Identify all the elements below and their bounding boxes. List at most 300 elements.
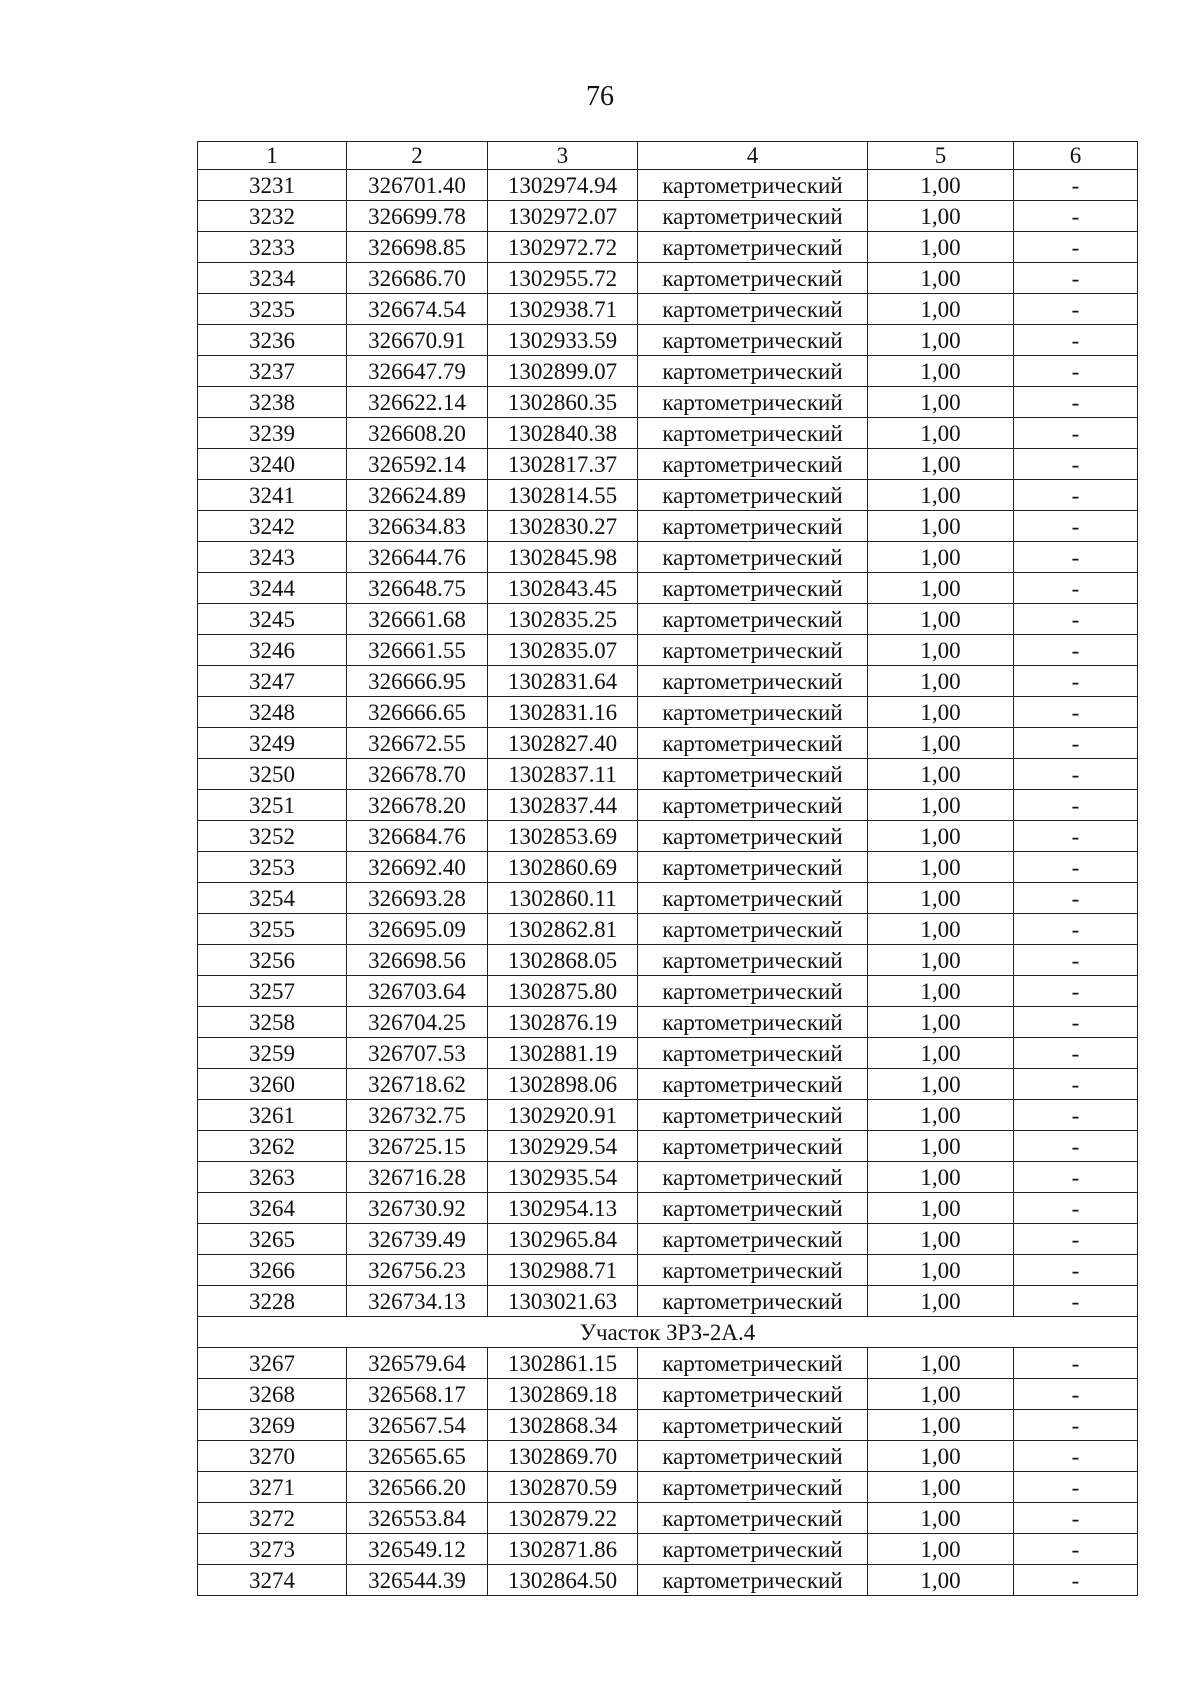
accuracy-cell: 1,00 <box>868 728 1014 759</box>
accuracy-cell: 1,00 <box>868 1038 1014 1069</box>
table-row <box>198 976 1138 1007</box>
method-cell: картометрический <box>638 511 868 542</box>
point-number-cell: 3228 <box>198 1286 347 1317</box>
accuracy-cell: 1,00 <box>868 1472 1014 1503</box>
method-cell: картометрический <box>638 1410 868 1441</box>
note-cell: - <box>1014 232 1138 263</box>
accuracy-cell: 1,00 <box>868 697 1014 728</box>
y-coordinate-cell: 1302869.18 <box>488 1379 638 1410</box>
note-cell: - <box>1014 1348 1138 1379</box>
page-number: 76 <box>586 81 614 112</box>
point-number-cell: 3272 <box>198 1503 347 1534</box>
accuracy-cell: 1,00 <box>868 1534 1014 1565</box>
x-coordinate-cell: 326661.55 <box>347 635 488 666</box>
accuracy-cell: 1,00 <box>868 1565 1014 1596</box>
note-cell: - <box>1014 1069 1138 1100</box>
table-row <box>198 666 1138 697</box>
y-coordinate-cell: 1302831.64 <box>488 666 638 697</box>
x-coordinate-cell: 326693.28 <box>347 883 488 914</box>
y-coordinate-cell: 1302853.69 <box>488 821 638 852</box>
x-coordinate-cell: 326718.62 <box>347 1069 488 1100</box>
note-cell: - <box>1014 1441 1138 1472</box>
accuracy-cell: 1,00 <box>868 914 1014 945</box>
note-cell: - <box>1014 1193 1138 1224</box>
y-coordinate-cell: 1302974.94 <box>488 170 638 201</box>
accuracy-cell: 1,00 <box>868 356 1014 387</box>
table-row <box>198 1534 1138 1565</box>
header-cell: 4 <box>638 142 868 170</box>
header-cell: 3 <box>488 142 638 170</box>
point-number-cell: 3233 <box>198 232 347 263</box>
method-cell: картометрический <box>638 1224 868 1255</box>
method-cell: картометрический <box>638 883 868 914</box>
x-coordinate-cell: 326670.91 <box>347 325 488 356</box>
point-number-cell: 3274 <box>198 1565 347 1596</box>
x-coordinate-cell: 326674.54 <box>347 294 488 325</box>
accuracy-cell: 1,00 <box>868 387 1014 418</box>
y-coordinate-cell: 1302835.25 <box>488 604 638 635</box>
note-cell: - <box>1014 852 1138 883</box>
point-number-cell: 3235 <box>198 294 347 325</box>
x-coordinate-cell: 326703.64 <box>347 976 488 1007</box>
x-coordinate-cell: 326579.64 <box>347 1348 488 1379</box>
accuracy-cell: 1,00 <box>868 449 1014 480</box>
accuracy-cell: 1,00 <box>868 511 1014 542</box>
point-number-cell: 3254 <box>198 883 347 914</box>
table-row <box>198 1472 1138 1503</box>
x-coordinate-cell: 326739.49 <box>347 1224 488 1255</box>
table-row <box>198 1069 1138 1100</box>
y-coordinate-cell: 1302972.72 <box>488 232 638 263</box>
method-cell: картометрический <box>638 914 868 945</box>
y-coordinate-cell: 1302843.45 <box>488 573 638 604</box>
accuracy-cell: 1,00 <box>868 1441 1014 1472</box>
point-number-cell: 3248 <box>198 697 347 728</box>
x-coordinate-cell: 326756.23 <box>347 1255 488 1286</box>
y-coordinate-cell: 1302879.22 <box>488 1503 638 1534</box>
note-cell: - <box>1014 666 1138 697</box>
coordinates-table-body <box>198 142 1138 1596</box>
point-number-cell: 3262 <box>198 1131 347 1162</box>
y-coordinate-cell: 1302869.70 <box>488 1441 638 1472</box>
accuracy-cell: 1,00 <box>868 480 1014 511</box>
note-cell: - <box>1014 821 1138 852</box>
point-number-cell: 3271 <box>198 1472 347 1503</box>
header-cell: 6 <box>1014 142 1138 170</box>
point-number-cell: 3234 <box>198 263 347 294</box>
table-row <box>198 325 1138 356</box>
y-coordinate-cell: 1302933.59 <box>488 325 638 356</box>
point-number-cell: 3260 <box>198 1069 347 1100</box>
x-coordinate-cell: 326568.17 <box>347 1379 488 1410</box>
y-coordinate-cell: 1302862.81 <box>488 914 638 945</box>
y-coordinate-cell: 1302871.86 <box>488 1534 638 1565</box>
header-cell: 1 <box>198 142 347 170</box>
x-coordinate-cell: 326678.20 <box>347 790 488 821</box>
method-cell: картометрический <box>638 418 868 449</box>
x-coordinate-cell: 326565.65 <box>347 1441 488 1472</box>
note-cell: - <box>1014 945 1138 976</box>
y-coordinate-cell: 1302817.37 <box>488 449 638 480</box>
method-cell: картометрический <box>638 635 868 666</box>
method-cell: картометрический <box>638 1286 868 1317</box>
x-coordinate-cell: 326698.85 <box>347 232 488 263</box>
table-row <box>198 449 1138 480</box>
y-coordinate-cell: 1302830.27 <box>488 511 638 542</box>
y-coordinate-cell: 1302898.06 <box>488 1069 638 1100</box>
table-row <box>198 542 1138 573</box>
note-cell: - <box>1014 914 1138 945</box>
y-coordinate-cell: 1302860.11 <box>488 883 638 914</box>
x-coordinate-cell: 326698.56 <box>347 945 488 976</box>
method-cell: картометрический <box>638 604 868 635</box>
accuracy-cell: 1,00 <box>868 666 1014 697</box>
accuracy-cell: 1,00 <box>868 232 1014 263</box>
note-cell: - <box>1014 1503 1138 1534</box>
y-coordinate-cell: 1302868.34 <box>488 1410 638 1441</box>
y-coordinate-cell: 1302972.07 <box>488 201 638 232</box>
method-cell: картометрический <box>638 666 868 697</box>
x-coordinate-cell: 326549.12 <box>347 1534 488 1565</box>
method-cell: картометрический <box>638 1038 868 1069</box>
method-cell: картометрический <box>638 480 868 511</box>
point-number-cell: 3256 <box>198 945 347 976</box>
y-coordinate-cell: 1302868.05 <box>488 945 638 976</box>
point-number-cell: 3268 <box>198 1379 347 1410</box>
note-cell: - <box>1014 1038 1138 1069</box>
point-number-cell: 3237 <box>198 356 347 387</box>
accuracy-cell: 1,00 <box>868 1503 1014 1534</box>
accuracy-cell: 1,00 <box>868 883 1014 914</box>
note-cell: - <box>1014 1472 1138 1503</box>
accuracy-cell: 1,00 <box>868 1069 1014 1100</box>
point-number-cell: 3240 <box>198 449 347 480</box>
point-number-cell: 3251 <box>198 790 347 821</box>
method-cell: картометрический <box>638 852 868 883</box>
method-cell: картометрический <box>638 1379 868 1410</box>
accuracy-cell: 1,00 <box>868 573 1014 604</box>
note-cell: - <box>1014 1131 1138 1162</box>
point-number-cell: 3259 <box>198 1038 347 1069</box>
point-number-cell: 3239 <box>198 418 347 449</box>
method-cell: картометрический <box>638 325 868 356</box>
table-row <box>198 263 1138 294</box>
method-cell: картометрический <box>638 1565 868 1596</box>
table-row <box>198 883 1138 914</box>
point-number-cell: 3236 <box>198 325 347 356</box>
note-cell: - <box>1014 418 1138 449</box>
accuracy-cell: 1,00 <box>868 201 1014 232</box>
table-row <box>198 1131 1138 1162</box>
method-cell: картометрический <box>638 1472 868 1503</box>
point-number-cell: 3232 <box>198 201 347 232</box>
accuracy-cell: 1,00 <box>868 1286 1014 1317</box>
x-coordinate-cell: 326732.75 <box>347 1100 488 1131</box>
point-number-cell: 3269 <box>198 1410 347 1441</box>
note-cell: - <box>1014 697 1138 728</box>
note-cell: - <box>1014 976 1138 1007</box>
y-coordinate-cell: 1302814.55 <box>488 480 638 511</box>
y-coordinate-cell: 1302870.59 <box>488 1472 638 1503</box>
point-number-cell: 3257 <box>198 976 347 1007</box>
accuracy-cell: 1,00 <box>868 1255 1014 1286</box>
table-row <box>198 1100 1138 1131</box>
method-cell: картометрический <box>638 201 868 232</box>
table-row <box>198 1410 1138 1441</box>
x-coordinate-cell: 326686.70 <box>347 263 488 294</box>
method-cell: картометрический <box>638 356 868 387</box>
section-row <box>198 1317 1138 1348</box>
point-number-cell: 3253 <box>198 852 347 883</box>
table-row <box>198 170 1138 201</box>
y-coordinate-cell: 1302920.91 <box>488 1100 638 1131</box>
y-coordinate-cell: 1302876.19 <box>488 1007 638 1038</box>
accuracy-cell: 1,00 <box>868 604 1014 635</box>
table-row <box>198 697 1138 728</box>
x-coordinate-cell: 326666.95 <box>347 666 488 697</box>
x-coordinate-cell: 326666.65 <box>347 697 488 728</box>
x-coordinate-cell: 326624.89 <box>347 480 488 511</box>
accuracy-cell: 1,00 <box>868 976 1014 1007</box>
x-coordinate-cell: 326647.79 <box>347 356 488 387</box>
table-row <box>198 1286 1138 1317</box>
accuracy-cell: 1,00 <box>868 1379 1014 1410</box>
y-coordinate-cell: 1302864.50 <box>488 1565 638 1596</box>
y-coordinate-cell: 1302965.84 <box>488 1224 638 1255</box>
note-cell: - <box>1014 1565 1138 1596</box>
note-cell: - <box>1014 1007 1138 1038</box>
x-coordinate-cell: 326648.75 <box>347 573 488 604</box>
method-cell: картометрический <box>638 790 868 821</box>
method-cell: картометрический <box>638 1193 868 1224</box>
x-coordinate-cell: 326730.92 <box>347 1193 488 1224</box>
y-coordinate-cell: 1302899.07 <box>488 356 638 387</box>
note-cell: - <box>1014 1379 1138 1410</box>
table-row <box>198 1441 1138 1472</box>
table-row <box>198 604 1138 635</box>
point-number-cell: 3266 <box>198 1255 347 1286</box>
table-row <box>198 1038 1138 1069</box>
method-cell: картометрический <box>638 573 868 604</box>
note-cell: - <box>1014 1255 1138 1286</box>
method-cell: картометрический <box>638 387 868 418</box>
accuracy-cell: 1,00 <box>868 542 1014 573</box>
note-cell: - <box>1014 604 1138 635</box>
table-row <box>198 418 1138 449</box>
header-cell: 2 <box>347 142 488 170</box>
accuracy-cell: 1,00 <box>868 945 1014 976</box>
accuracy-cell: 1,00 <box>868 790 1014 821</box>
x-coordinate-cell: 326622.14 <box>347 387 488 418</box>
table-row <box>198 1565 1138 1596</box>
note-cell: - <box>1014 1286 1138 1317</box>
method-cell: картометрический <box>638 1348 868 1379</box>
note-cell: - <box>1014 325 1138 356</box>
accuracy-cell: 1,00 <box>868 852 1014 883</box>
point-number-cell: 3244 <box>198 573 347 604</box>
table-row <box>198 356 1138 387</box>
x-coordinate-cell: 326725.15 <box>347 1131 488 1162</box>
note-cell: - <box>1014 635 1138 666</box>
x-coordinate-cell: 326701.40 <box>347 170 488 201</box>
method-cell: картометрический <box>638 294 868 325</box>
point-number-cell: 3273 <box>198 1534 347 1565</box>
x-coordinate-cell: 326716.28 <box>347 1162 488 1193</box>
y-coordinate-cell: 1303021.63 <box>488 1286 638 1317</box>
method-cell: картометрический <box>638 1069 868 1100</box>
note-cell: - <box>1014 263 1138 294</box>
method-cell: картометрический <box>638 1503 868 1534</box>
y-coordinate-cell: 1302837.11 <box>488 759 638 790</box>
table-row <box>198 1224 1138 1255</box>
point-number-cell: 3255 <box>198 914 347 945</box>
y-coordinate-cell: 1302860.35 <box>488 387 638 418</box>
method-cell: картометрический <box>638 542 868 573</box>
method-cell: картометрический <box>638 976 868 1007</box>
x-coordinate-cell: 326592.14 <box>347 449 488 480</box>
x-coordinate-cell: 326661.68 <box>347 604 488 635</box>
x-coordinate-cell: 326734.13 <box>347 1286 488 1317</box>
note-cell: - <box>1014 883 1138 914</box>
y-coordinate-cell: 1302954.13 <box>488 1193 638 1224</box>
accuracy-cell: 1,00 <box>868 1193 1014 1224</box>
table-row <box>198 914 1138 945</box>
y-coordinate-cell: 1302938.71 <box>488 294 638 325</box>
note-cell: - <box>1014 511 1138 542</box>
table-row <box>198 852 1138 883</box>
y-coordinate-cell: 1302881.19 <box>488 1038 638 1069</box>
y-coordinate-cell: 1302929.54 <box>488 1131 638 1162</box>
accuracy-cell: 1,00 <box>868 1224 1014 1255</box>
y-coordinate-cell: 1302831.16 <box>488 697 638 728</box>
y-coordinate-cell: 1302835.07 <box>488 635 638 666</box>
y-coordinate-cell: 1302988.71 <box>488 1255 638 1286</box>
accuracy-cell: 1,00 <box>868 418 1014 449</box>
x-coordinate-cell: 326684.76 <box>347 821 488 852</box>
method-cell: картометрический <box>638 759 868 790</box>
x-coordinate-cell: 326707.53 <box>347 1038 488 1069</box>
x-coordinate-cell: 326672.55 <box>347 728 488 759</box>
note-cell: - <box>1014 170 1138 201</box>
y-coordinate-cell: 1302827.40 <box>488 728 638 759</box>
table-row <box>198 480 1138 511</box>
table-row <box>198 511 1138 542</box>
point-number-cell: 3261 <box>198 1100 347 1131</box>
y-coordinate-cell: 1302840.38 <box>488 418 638 449</box>
x-coordinate-cell: 326634.83 <box>347 511 488 542</box>
note-cell: - <box>1014 294 1138 325</box>
point-number-cell: 3264 <box>198 1193 347 1224</box>
y-coordinate-cell: 1302955.72 <box>488 263 638 294</box>
table-header-row <box>198 142 1138 170</box>
table-row <box>198 759 1138 790</box>
method-cell: картометрический <box>638 697 868 728</box>
accuracy-cell: 1,00 <box>868 1100 1014 1131</box>
method-cell: картометрический <box>638 1162 868 1193</box>
note-cell: - <box>1014 1410 1138 1441</box>
note-cell: - <box>1014 449 1138 480</box>
point-number-cell: 3246 <box>198 635 347 666</box>
y-coordinate-cell: 1302861.15 <box>488 1348 638 1379</box>
accuracy-cell: 1,00 <box>868 759 1014 790</box>
x-coordinate-cell: 326608.20 <box>347 418 488 449</box>
note-cell: - <box>1014 1162 1138 1193</box>
x-coordinate-cell: 326704.25 <box>347 1007 488 1038</box>
table-row <box>198 201 1138 232</box>
accuracy-cell: 1,00 <box>868 170 1014 201</box>
header-cell: 5 <box>868 142 1014 170</box>
y-coordinate-cell: 1302860.69 <box>488 852 638 883</box>
table-row <box>198 1255 1138 1286</box>
point-number-cell: 3270 <box>198 1441 347 1472</box>
accuracy-cell: 1,00 <box>868 1131 1014 1162</box>
method-cell: картометрический <box>638 1131 868 1162</box>
note-cell: - <box>1014 759 1138 790</box>
x-coordinate-cell: 326566.20 <box>347 1472 488 1503</box>
point-number-cell: 3250 <box>198 759 347 790</box>
method-cell: картометрический <box>638 170 868 201</box>
method-cell: картометрический <box>638 1007 868 1038</box>
y-coordinate-cell: 1302935.54 <box>488 1162 638 1193</box>
accuracy-cell: 1,00 <box>868 1162 1014 1193</box>
accuracy-cell: 1,00 <box>868 325 1014 356</box>
x-coordinate-cell: 326567.54 <box>347 1410 488 1441</box>
point-number-cell: 3265 <box>198 1224 347 1255</box>
point-number-cell: 3263 <box>198 1162 347 1193</box>
note-cell: - <box>1014 356 1138 387</box>
note-cell: - <box>1014 728 1138 759</box>
table-row <box>198 1503 1138 1534</box>
method-cell: картометрический <box>638 1255 868 1286</box>
accuracy-cell: 1,00 <box>868 1410 1014 1441</box>
method-cell: картометрический <box>638 728 868 759</box>
section-title: Участок ЗРЗ-2А.4 <box>198 1317 1138 1348</box>
note-cell: - <box>1014 387 1138 418</box>
table-row <box>198 1193 1138 1224</box>
point-number-cell: 3243 <box>198 542 347 573</box>
method-cell: картометрический <box>638 232 868 263</box>
method-cell: картометрический <box>638 1441 868 1472</box>
table-row <box>198 790 1138 821</box>
accuracy-cell: 1,00 <box>868 294 1014 325</box>
note-cell: - <box>1014 573 1138 604</box>
accuracy-cell: 1,00 <box>868 821 1014 852</box>
table-row <box>198 945 1138 976</box>
table-row <box>198 1162 1138 1193</box>
point-number-cell: 3242 <box>198 511 347 542</box>
accuracy-cell: 1,00 <box>868 263 1014 294</box>
x-coordinate-cell: 326695.09 <box>347 914 488 945</box>
method-cell: картометрический <box>638 1534 868 1565</box>
accuracy-cell: 1,00 <box>868 1007 1014 1038</box>
point-number-cell: 3252 <box>198 821 347 852</box>
x-coordinate-cell: 326553.84 <box>347 1503 488 1534</box>
table-row <box>198 1348 1138 1379</box>
point-number-cell: 3249 <box>198 728 347 759</box>
table-row <box>198 232 1138 263</box>
note-cell: - <box>1014 542 1138 573</box>
x-coordinate-cell: 326544.39 <box>347 1565 488 1596</box>
point-number-cell: 3241 <box>198 480 347 511</box>
method-cell: картометрический <box>638 263 868 294</box>
y-coordinate-cell: 1302837.44 <box>488 790 638 821</box>
table-row <box>198 1379 1138 1410</box>
accuracy-cell: 1,00 <box>868 1348 1014 1379</box>
note-cell: - <box>1014 1534 1138 1565</box>
method-cell: картометрический <box>638 1100 868 1131</box>
method-cell: картометрический <box>638 449 868 480</box>
method-cell: картометрический <box>638 821 868 852</box>
